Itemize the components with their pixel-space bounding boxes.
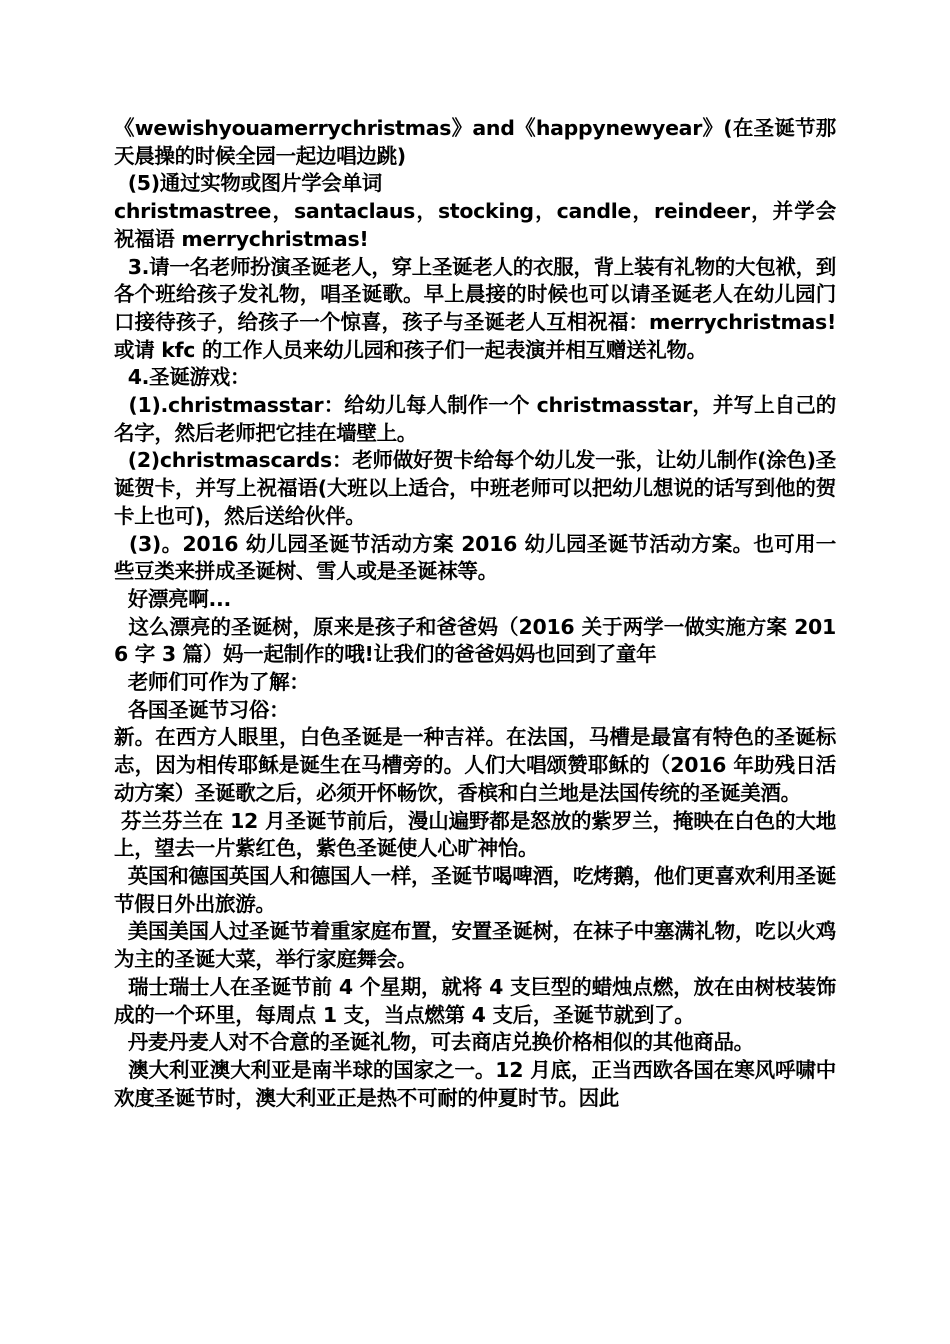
paragraph-parents-tree: 这么漂亮的圣诞树，原来是孩子和爸爸妈（2016 关于两学一做实施方案 2016 字 3 篇）妈一起制作的哦!让我们的爸爸妈妈也回到了童年 [114, 614, 836, 667]
paragraph-learn-words-heading: (5)通过实物或图片学会单词 [114, 171, 382, 196]
paragraph-australia: 澳大利亚澳大利亚是南半球的国家之一。12 月底，正当西欧各国在寒风呼啸中欢度圣诞节时，澳大利亚正是热不可耐的仲夏时节。因此 [114, 1057, 836, 1110]
paragraph-christmas-cards: (2)christmascards：老师做好贺卡给每个幼儿发一张，让幼儿制作(涂色)圣诞贺卡，并写上祝福语(大班以上适合，中班老师可以把幼儿想说的话写到他的贺卡上也可)，然后送给伙伴。 [114, 448, 836, 528]
paragraph-christmas-star: (1).christmasstar：给幼儿每人制作一个 christmasstar，并写上自己的名字，然后老师把它挂在墙壁上。 [114, 393, 836, 445]
paragraph-teachers-note: 老师们可作为了解： [114, 670, 310, 695]
paragraph-switzerland: 瑞士瑞士人在圣诞节前 4 个星期，就将 4 支巨型的蜡烛点燃，放在由树枝装饰成的一个环里，每周点 1 支，当点燃第 4 支后，圣诞节就到了。 [114, 974, 836, 1027]
paragraph-beans-crafts: (3)。2016 幼儿园圣诞节活动方案 2016 幼儿园圣诞节活动方案。也可用一些豆类来拼成圣诞树、雪人或是圣诞袜等。 [114, 531, 836, 584]
paragraph-uk-germany: 英国和德国英国人和德国人一样，圣诞节喝啤酒，吃烤鹅，他们更喜欢利用圣诞节假日外出旅游。 [114, 863, 836, 916]
paragraph-denmark: 丹麦丹麦人对不合意的圣诞礼物，可去商店兑换价格相似的其他商品。 [114, 1030, 754, 1055]
paragraph-finland: 芬兰芬兰在 12 月圣诞节前后，漫山遍野都是怒放的紫罗兰，掩映在白色的大地上，望去一片紫红色，紫色圣诞使人心旷神怡。 [114, 808, 837, 861]
paragraph-words-list: christmastree，santaclaus，stocking，candle，reindeer，并学会祝福语 merrychristmas! [114, 199, 836, 251]
paragraph-usa: 美国美国人过圣诞节着重家庭布置，安置圣诞树，在袜子中塞满礼物，吃以火鸡为主的圣诞大菜，举行家庭舞会。 [114, 919, 836, 972]
paragraph-songs: 《wewishyouamerrychristmas》and《happynewyear》(在圣诞节那天晨操的时候全园一起边唱边跳) [114, 116, 836, 168]
paragraph-beautiful: 好漂亮啊... [114, 586, 231, 611]
paragraph-games-heading: 4.圣诞游戏： [114, 365, 251, 390]
paragraph-customs-heading: 各国圣诞节习俗： [114, 697, 290, 722]
paragraph-france: 新。在西方人眼里，白色圣诞是一种吉祥。在法国，马槽是最富有特色的圣诞标志，因为相传耶稣是诞生在马槽旁的。人们大唱颂赞耶稣的（2016 年助残日活动方案）圣诞歌之后，必须开怀畅饮，香槟和白兰地是法国传统的圣诞美酒。 [114, 725, 836, 805]
paragraph-santa-teacher: 3.请一名老师扮演圣诞老人，穿上圣诞老人的衣服，背上装有礼物的大包袱，到各个班给孩子发礼物，唱圣诞歌。早上晨接的时候也可以请圣诞老人在幼儿园门口接待孩子，给孩子一个惊喜，孩子与圣诞老人互相祝福：merrychristmas!或请 kfc 的工作人员来幼儿园和孩子们一起表演并相互赠送礼物。 [114, 254, 836, 362]
document-body [114, 115, 836, 1112]
